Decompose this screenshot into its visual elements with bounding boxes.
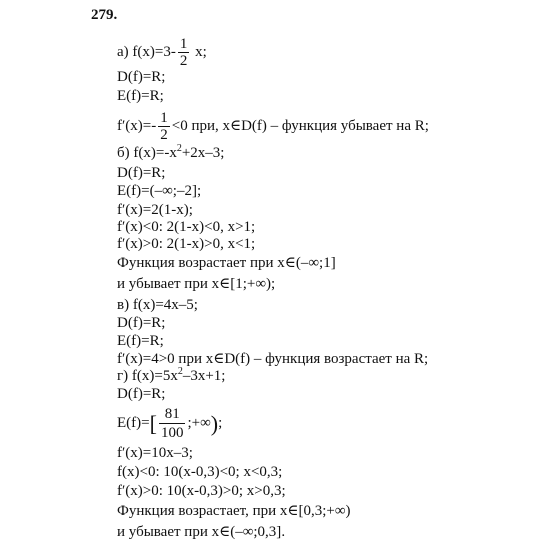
interval: [0,3;+∞) (298, 503, 351, 519)
line-g-range: E(f)=[ $\frac{81}{100}$ ;+∞); (117, 406, 223, 441)
line-v-range: E(f)=R; (117, 333, 164, 349)
fraction-one-half: $\frac{1}{2}$ (160, 110, 168, 143)
line-v-domain: D(f)=R; (117, 315, 166, 331)
line-b-negative: f′(x)<0: 2(1-x)<0, x>1; (117, 219, 256, 235)
line-a-function: а) f(x)=3- $\frac{1}{2}$ x; (117, 36, 207, 69)
line-g-derivative: f′(x)=10x–3; (117, 445, 193, 461)
line-a-domain: D(f)=R; (117, 69, 166, 85)
line-g-increasing: Функция возрастает, при x∈[0,3;+∞) (117, 503, 351, 519)
line-a-range: E(f)=R; (117, 88, 164, 104)
line-g-negative: f(x)<0: 10(x-0,3)<0; x<0,3; (117, 464, 283, 480)
fraction-81-100: $\frac{81}{100}$ (160, 406, 184, 441)
line-g-function: г) $f(x)=5x^2-3x+1$; (117, 366, 226, 384)
fraction-one-half: $\frac{1}{2}$ (179, 36, 188, 69)
problem-number: 279. (91, 7, 118, 23)
line-a-derivative: f′(x)=- $\frac{1}{2}$ <0 при, x∈D(f) – функция убывает на R; (117, 110, 429, 143)
line-g-domain: D(f)=R; (117, 386, 166, 402)
interval: (–∞;1] (295, 255, 336, 271)
line-b-function: б) $f(x)=-x^2+2x-3$; (117, 143, 225, 161)
line-b-domain: D(f)=R; (117, 165, 166, 181)
interval: (–∞;–2] (149, 183, 197, 199)
right-paren: ) (210, 410, 219, 436)
line-v-derivative: f′(x)=4>0 при x∈D(f) – функция возрастает на R; (117, 351, 429, 367)
line-b-derivative: f′(x)=2(1-x); (117, 202, 193, 218)
line-b-decreasing: и убывает при x∈[1;+∞); (117, 276, 276, 292)
interval: (–∞;0,3] (230, 524, 282, 540)
line-v-function: в) f(x)=4x–5; (117, 297, 198, 313)
line-g-positive: f′(x)>0: 10(x-0,3)>0; x>0,3; (117, 483, 286, 499)
line-b-range: E(f)=(–∞;–2]; (117, 183, 202, 199)
line-b-increasing: Функция возрастает при x∈(–∞;1] (117, 255, 336, 271)
interval: [1;+∞) (230, 276, 272, 292)
line-b-positive: f′(x)>0: 2(1-x)>0, x<1; (117, 236, 256, 252)
left-bracket: [ (149, 410, 157, 436)
line-g-decreasing: и убывает при x∈(–∞;0,3]. (117, 524, 286, 540)
